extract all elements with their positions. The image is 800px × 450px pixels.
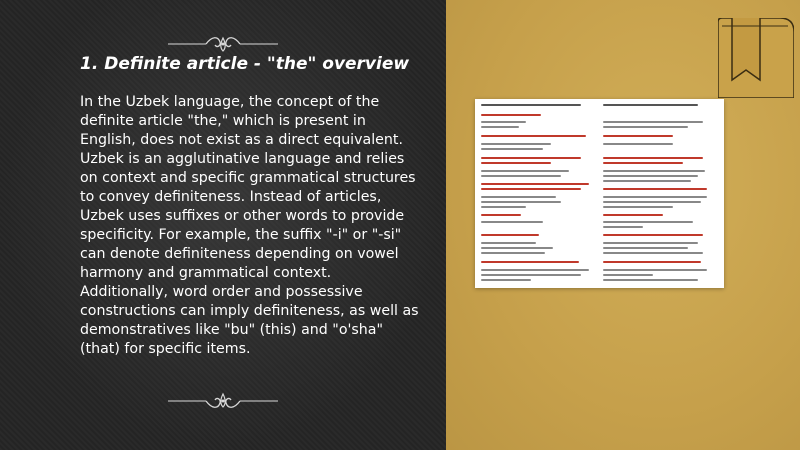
slide-title: 1. Definite article - "the" overview <box>80 54 410 74</box>
folder-bookmark-icon <box>718 18 794 98</box>
slide-body-text: In the Uzbek language, the concept of the definite article "the," which is present in English, does not exist as a direct equivalent. Uzbek is an agglutinative language and relies on context and specific grammatical structures to convey definiteness. Instead of articles, Uzbek uses suffixes or other words to provide specificity. For example, the suffix "-i" or "-si" can denote definiteness depending on vowel harmony and grammatical context. Additionally, word order and possessive constructions can imply definiteness, as well as demonstratives like "bu" (this) and "o'sha" (that) for specific items. <box>80 94 419 357</box>
grammar-table-thumbnail <box>475 99 724 288</box>
flourish-divider-icon <box>168 34 278 54</box>
flourish-divider-icon <box>168 391 278 411</box>
